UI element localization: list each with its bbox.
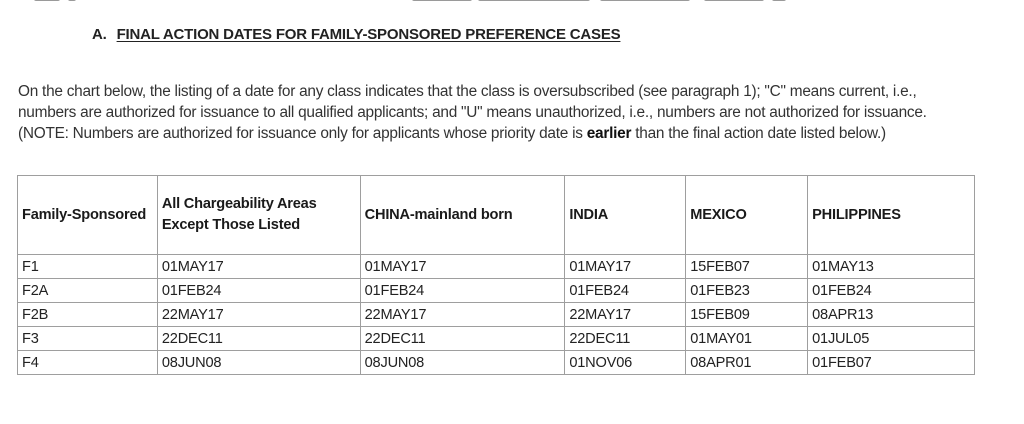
intro-text-part1: On the chart below, the listing of a date for any class indicates that the class is oversubscribed (see paragraph 1); "C" means current, i.e., numbers are authorized for issuance to all qualified applicants; and "U" means unauthorized, i.e., numbers are not authorized for issuance. (NOTE: Numbers are authorized for issuance only for applicants whose priority date is: [18, 83, 927, 143]
column-header-mexico: MEXICO: [686, 176, 808, 255]
table-cell: 08JUN08: [157, 351, 360, 375]
table-cell: 01MAY17: [157, 255, 360, 279]
row-preference-label: F2A: [18, 279, 158, 303]
table-cell: 01FEB07: [808, 351, 975, 375]
table-cell: 01FEB24: [360, 279, 565, 303]
column-header-china: CHINA-mainland born: [360, 176, 565, 255]
table-cell: 22MAY17: [360, 303, 565, 327]
table-cell: 22MAY17: [565, 303, 686, 327]
row-preference-label: F2B: [18, 303, 158, 327]
table-cell: 08APR01: [686, 351, 808, 375]
section-heading: [92, 26, 620, 43]
table-row: [18, 351, 975, 375]
column-header-family-sponsored: Family-Sponsored: [18, 176, 158, 255]
table-cell: 08APR13: [808, 303, 975, 327]
column-header-india: INDIA: [565, 176, 686, 255]
row-preference-label: F1: [18, 255, 158, 279]
section-title: FINAL ACTION DATES FOR FAMILY-SPONSORED PREFERENCE CASES: [116, 26, 621, 43]
section-letter: A.: [92, 26, 107, 43]
table-cell: 01FEB23: [686, 279, 808, 303]
intro-text-part2: than the final action date listed below.): [631, 125, 886, 143]
table-cell: 15FEB09: [686, 303, 808, 327]
row-preference-label: F3: [18, 327, 158, 351]
final-action-dates-table: [17, 175, 975, 375]
clipped-previous-text-line: [0, 0, 1024, 2]
column-header-all-chargeability: All Chargeability Areas Except Those Listed: [157, 176, 360, 255]
table-cell: 01MAY17: [565, 255, 686, 279]
column-header-philippines: PHILIPPINES: [808, 176, 975, 255]
table-cell: 01MAY17: [360, 255, 565, 279]
table-row: [18, 327, 975, 351]
table-cell: 22DEC11: [157, 327, 360, 351]
table-row: [18, 279, 975, 303]
table-cell: 01FEB24: [157, 279, 360, 303]
intro-emphasis: earlier: [586, 125, 632, 143]
table-cell: 08JUN08: [360, 351, 565, 375]
table-cell: 01MAY13: [808, 255, 975, 279]
intro-paragraph: [18, 81, 978, 144]
table-cell: 01FEB24: [808, 279, 975, 303]
table-row: [18, 255, 975, 279]
table-row: [18, 303, 975, 327]
row-preference-label: F4: [18, 351, 158, 375]
table-cell: 01MAY01: [686, 327, 808, 351]
table-header-row: [18, 176, 975, 255]
table-cell: 15FEB07: [686, 255, 808, 279]
table-cell: 22DEC11: [360, 327, 565, 351]
table-cell: 01FEB24: [565, 279, 686, 303]
table-cell: 22MAY17: [157, 303, 360, 327]
table-cell: 01NOV06: [565, 351, 686, 375]
table-cell: 22DEC11: [565, 327, 686, 351]
table-cell: 01JUL05: [808, 327, 975, 351]
